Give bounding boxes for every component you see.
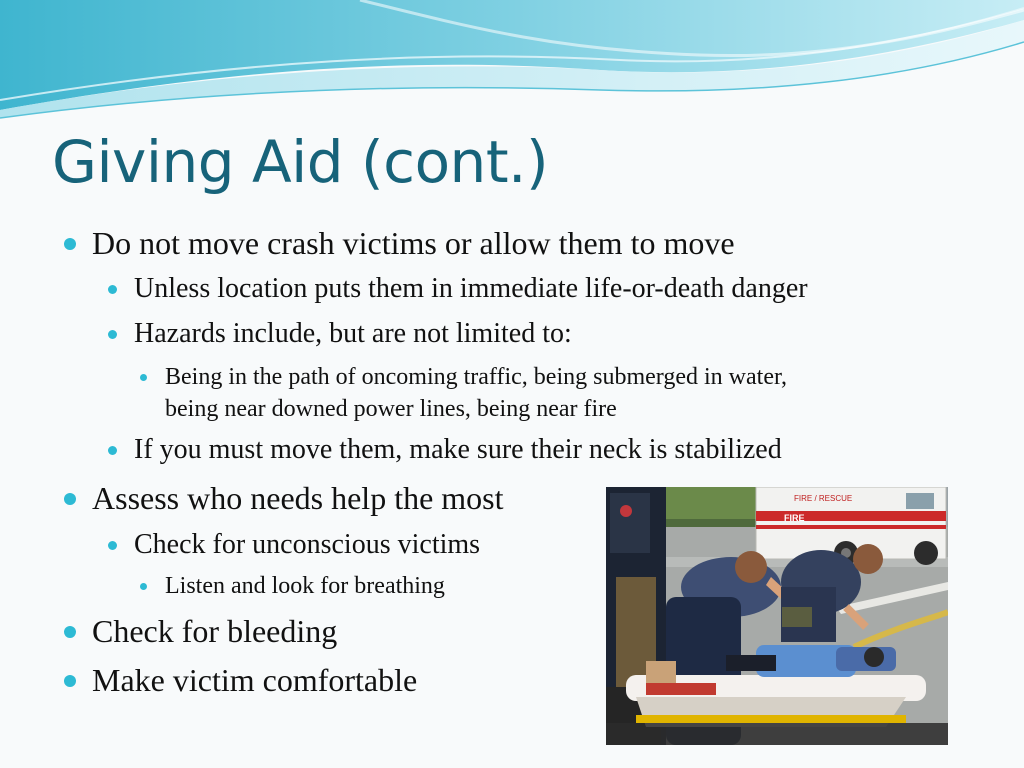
bullet-unconscious bbox=[134, 529, 480, 561]
bullet-text-line-2: being near downed power lines, being near fire bbox=[165, 396, 617, 422]
bullet-dot-icon bbox=[64, 493, 76, 505]
svg-text:FIRE / RESCUE: FIRE / RESCUE bbox=[794, 494, 853, 503]
bullet-dot-icon bbox=[108, 446, 117, 455]
bullet-text: Unless location puts them in immediate life-or-death danger bbox=[134, 273, 808, 304]
bullet-dot-icon bbox=[140, 583, 147, 590]
bullet-breathing bbox=[165, 570, 445, 602]
bullet-dot-icon bbox=[140, 374, 147, 381]
bullet-comfortable bbox=[92, 662, 417, 699]
bullet-text: Assess who needs help the most bbox=[92, 480, 504, 516]
rescue-scene-photo bbox=[606, 487, 948, 745]
bullet-text: Check for unconscious victims bbox=[134, 529, 481, 560]
bullet-neck-stabilized bbox=[134, 434, 782, 466]
bullet-dot-icon bbox=[64, 626, 76, 638]
ambulance-shape bbox=[756, 487, 946, 565]
bullet-text-line-1: Being in the path of oncoming traffic, being submerged in water, bbox=[165, 364, 787, 390]
bullet-text: Hazards include, but are not limited to: bbox=[134, 318, 572, 349]
slide-title: Giving Aid (cont.) bbox=[52, 128, 549, 196]
bullet-do-not-move bbox=[92, 225, 735, 262]
bullet-dot-icon bbox=[64, 675, 76, 687]
bullet-bleeding bbox=[92, 613, 337, 650]
bullet-text: Listen and look for breathing bbox=[165, 573, 445, 599]
bullet-dot-icon bbox=[108, 330, 117, 339]
bullet-text: Do not move crash victims or allow them to move bbox=[92, 225, 735, 261]
bullet-hazard-examples bbox=[165, 361, 787, 425]
bullet-dot-icon bbox=[108, 541, 117, 550]
bullet-text: If you must move them, make sure their neck is stabilized bbox=[134, 434, 782, 465]
bullet-text: Make victim comfortable bbox=[92, 662, 418, 698]
bullet-dot-icon bbox=[108, 285, 117, 294]
header-wave-decoration bbox=[0, 0, 1024, 130]
bullet-unless-location bbox=[134, 273, 808, 305]
bullet-assess-who bbox=[92, 480, 504, 517]
bullet-dot-icon bbox=[64, 238, 76, 250]
svg-text:FIRE: FIRE bbox=[784, 513, 805, 523]
bullet-hazards-include bbox=[134, 318, 572, 350]
bullet-text: Check for bleeding bbox=[92, 613, 338, 649]
